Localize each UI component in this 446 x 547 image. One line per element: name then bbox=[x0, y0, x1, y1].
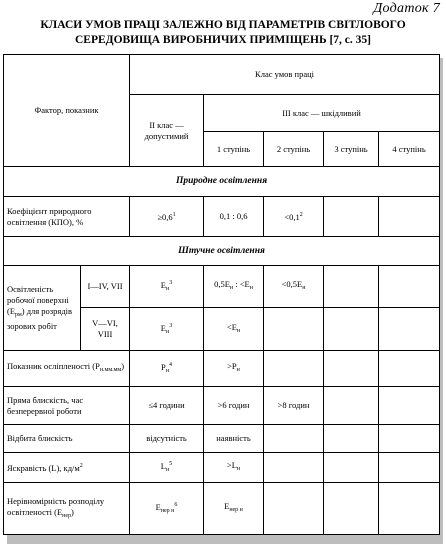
appendix-label: Додаток 7 bbox=[373, 1, 440, 16]
illum-g2-degree3 bbox=[324, 308, 379, 351]
row-label-glare: Показник осліпленості $(Р_{н.мм.мм})$ bbox=[4, 351, 130, 387]
document-title bbox=[0, 18, 446, 48]
reflected-gloss-degree1: наявність bbox=[204, 425, 264, 453]
section-artificial-lighting: Штучне освітлення bbox=[4, 237, 440, 266]
brightness-degree3 bbox=[324, 453, 379, 483]
glare-degree3 bbox=[324, 351, 379, 387]
direct-gloss-degree2: >8 годин bbox=[264, 387, 324, 425]
illum-group-1-label: І—IV, VII bbox=[81, 266, 130, 308]
illum-g1-degree4 bbox=[379, 266, 440, 308]
unevenness-degree1: $Е_{нер н}$ bbox=[204, 483, 264, 535]
illum-g1-class2: $Е_н^3$ bbox=[130, 266, 204, 308]
class-conditions-header: Клас умов праці bbox=[130, 55, 440, 95]
illum-g1-degree1: $0,5Е_н$ : $<Е_н$ bbox=[204, 266, 264, 308]
unevenness-degree4 bbox=[379, 483, 440, 535]
title-line-1: КЛАСИ УМОВ ПРАЦІ ЗАЛЕЖНО ВІД ПАРАМЕТРІВ СВІТЛОВОГО bbox=[40, 19, 406, 31]
brightness-class2: $L_н^5$ bbox=[130, 453, 204, 483]
brightness-degree1: $>L_н$ bbox=[204, 453, 264, 483]
direct-gloss-degree4 bbox=[379, 387, 440, 425]
section-row-natural bbox=[4, 167, 440, 197]
degree-3-header: 3 ступінь bbox=[324, 132, 379, 167]
direct-gloss-degree1: >6 годин bbox=[204, 387, 264, 425]
table-row bbox=[4, 197, 440, 237]
glare-degree4 bbox=[379, 351, 440, 387]
degree-4-header: 4 ступінь bbox=[379, 132, 440, 167]
brightness-degree4 bbox=[379, 453, 440, 483]
section-row-artificial bbox=[4, 237, 440, 266]
table-row bbox=[4, 453, 440, 483]
direct-gloss-class2: ≤4 години bbox=[130, 387, 204, 425]
kpo-degree4 bbox=[379, 197, 440, 237]
conditions-table bbox=[3, 54, 440, 535]
row-label-unevenness: Нерівномірність розподілу освітленості $(Е_{нер})$ bbox=[4, 483, 130, 535]
header-row-1 bbox=[4, 55, 440, 95]
degree-2-header: 2 ступінь bbox=[264, 132, 324, 167]
row-label-brightness: Яскравість (L), $кд/м^2$ bbox=[4, 453, 130, 483]
table-row bbox=[4, 483, 440, 535]
illum-g2-degree2 bbox=[264, 308, 324, 351]
illum-g1-degree3 bbox=[324, 266, 379, 308]
glare-degree1: $>Р_н$ bbox=[204, 351, 264, 387]
degree-1-header: 1 ступінь bbox=[204, 132, 264, 167]
reflected-gloss-degree3 bbox=[324, 425, 379, 453]
glare-class2: $Р_н^4$ bbox=[130, 351, 204, 387]
kpo-degree3 bbox=[324, 197, 379, 237]
direct-gloss-degree3 bbox=[324, 387, 379, 425]
class2-header: ІІ клас — допустимий bbox=[130, 95, 204, 167]
row-label-direct-gloss: Пряма блискість, час безперервної роботи bbox=[4, 387, 130, 425]
brightness-degree2 bbox=[264, 453, 324, 483]
kpo-degree2: $<0,1^2$ bbox=[264, 197, 324, 237]
reflected-gloss-degree4 bbox=[379, 425, 440, 453]
unevenness-degree2 bbox=[264, 483, 324, 535]
row-label-illuminance: Освітленість робочої поверхні $(Е_{рм})$ для розрядів зорових робіт bbox=[4, 266, 81, 351]
reflected-gloss-class2: відсутність bbox=[130, 425, 204, 453]
kpo-class2: $\ge 0,6^1$ bbox=[130, 197, 204, 237]
class3-header: ІІІ клас — шкідливий bbox=[204, 95, 440, 132]
table-row bbox=[4, 266, 440, 308]
table-row bbox=[4, 387, 440, 425]
table-row bbox=[4, 351, 440, 387]
illum-g2-degree4 bbox=[379, 308, 440, 351]
illum-g2-degree1: $<Е_н$ bbox=[204, 308, 264, 351]
unevenness-class2: $Е_{нер н}^6$ bbox=[130, 483, 204, 535]
reflected-gloss-degree2 bbox=[264, 425, 324, 453]
row-label-reflected-gloss: Відбита блискість bbox=[4, 425, 130, 453]
illum-group-2-label: V—VI, VIII bbox=[81, 308, 130, 351]
glare-degree2 bbox=[264, 351, 324, 387]
illum-g2-class2: $Е_н^3$ bbox=[130, 308, 204, 351]
row-label-kpo: Коефіцієнт природного освітлення (КПО), % bbox=[4, 197, 130, 237]
table-row bbox=[4, 425, 440, 453]
factor-header: Фактор, показник bbox=[4, 55, 130, 167]
illum-g1-degree2: $<0,5Е_н$ bbox=[264, 266, 324, 308]
kpo-degree1: 0,1 : 0,6 bbox=[204, 197, 264, 237]
unevenness-degree3 bbox=[324, 483, 379, 535]
section-natural-lighting: Природне освітлення bbox=[4, 167, 440, 197]
title-line-2: СЕРЕДОВИЩА ВИРОБНИЧИХ ПРИМІЩЕНЬ [7, с. 35] bbox=[74, 34, 371, 46]
